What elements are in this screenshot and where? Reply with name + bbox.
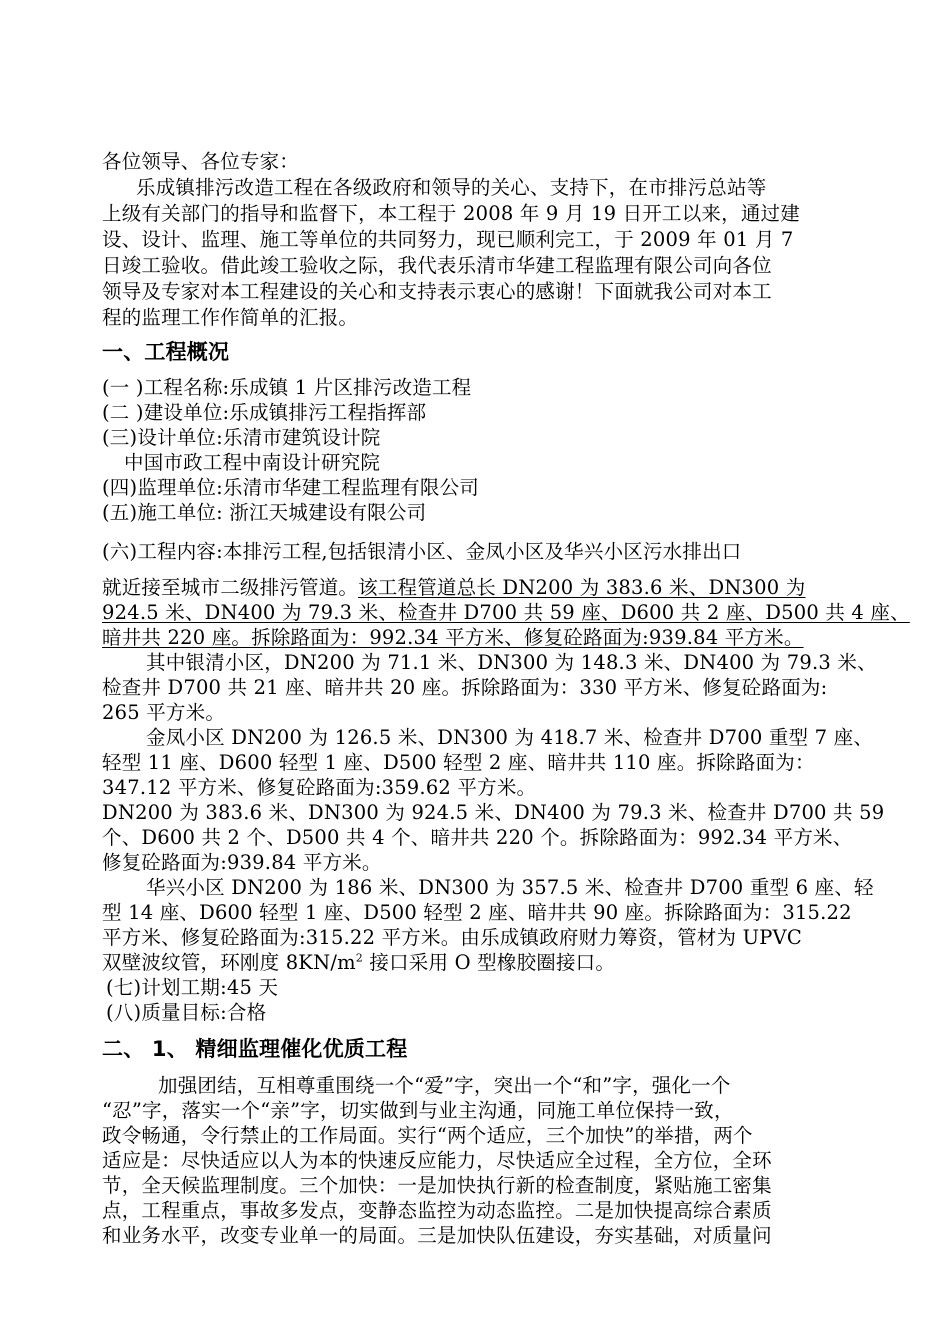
jinfeng-paragraph: 347.12 平方米、修复砼路面为:359.62 平方米。 <box>102 776 537 799</box>
project-content: (六)工程内容:本排污工程,包括银清小区、金凤小区及华兴小区污水排出口 <box>102 540 742 563</box>
supervision-paragraph: “忍”字，落实一个“亲”字，切实做到与业主沟通，同施工单位保持一致， <box>102 1099 734 1122</box>
project-content-underlined: 924.5 米、DN400 为 79.3 米、检查井 D700 共 59 座、D600 共 2 座、D500 共 4 座、 <box>102 601 910 624</box>
greeting: 各位领导、各位专家： <box>102 150 300 173</box>
supervision-paragraph: 点，工程重点，事故多发点，变静态监控为动态监控。二是加快提高综合素质 <box>102 1199 772 1222</box>
pipe-spec: 双壁波纹管，环刚度 8KN/m <box>102 951 356 974</box>
overview-item: (四)监理单位:乐清市华建工程监理有限公司 <box>102 476 479 499</box>
intro-line: 领导及专家对本工程建设的关心和支持表示衷心的感谢！下面就我公司对本工 <box>102 280 772 303</box>
supervision-paragraph: 和业务水平，改变专业单一的局面。三是加快队伍建设，夯实基础，对质量问 <box>102 1224 772 1247</box>
overview-item: (三)设计单位:乐清市建筑设计院 <box>102 426 381 449</box>
yinqing-paragraph: 检查井 D700 共 21 座、暗井共 20 座。拆除路面为：330 平方米、修复砼路面为: <box>102 676 828 699</box>
project-content-plain: 就近接至城市二级排污管道。 <box>102 576 359 599</box>
intro-line: 乐成镇排污改造工程在各级政府和领导的关心、支持下，在市排污总站等 <box>136 176 767 199</box>
total-paragraph: 修复砼路面为:939.84 平方米。 <box>102 851 382 874</box>
unit-superscript: 2 <box>355 951 363 965</box>
intro-line: 日竣工验收。借此竣工验收之际，我代表乐清市华建工程监理有限公司向各位 <box>102 254 772 277</box>
jinfeng-paragraph: 轻型 11 座、D600 轻型 1 座、D500 轻型 2 座、暗井共 110 座。拆除路面为： <box>102 751 815 774</box>
planned-period: (七)计划工期:45 天 <box>106 976 279 999</box>
joint-spec: 接口采用 O 型橡胶圈接口。 <box>363 951 616 974</box>
project-content-underlined: 该工程管道总长 DN200 为 383.6 米、DN300 为 <box>358 576 806 599</box>
overview-item: (五)施工单位: 浙江天城建设有限公司 <box>102 501 427 524</box>
intro-line: 程的监理工作作简单的汇报。 <box>102 306 359 329</box>
total-paragraph: 个、D600 共 2 个、D500 共 4 个、暗井共 220 个。拆除路面为：992.34 平方米、 <box>102 826 853 849</box>
supervision-paragraph: 节，全天候监理制度。三个加快：一是加快执行新的检查制度，紧贴施工密集 <box>102 1174 772 1197</box>
jinfeng-paragraph: 金凤小区 DN200 为 126.5 米、DN300 为 418.7 米、检查井 D700 重型 7 座、 <box>146 726 874 749</box>
intro-line: 设、设计、监理、施工等单位的共同努力，现已顺利完工，于 2009 年 01 月 7 <box>102 228 794 251</box>
quality-target: (八)质量目标:合格 <box>106 1001 267 1024</box>
huaxing-paragraph: 平方米、修复砼路面为:315.22 平方米。由乐成镇政府财力筹资，管材为 UPVC <box>102 926 802 949</box>
yinqing-paragraph: 265 平方米。 <box>102 701 226 724</box>
section-heading-overview: 一、工程概况 <box>102 340 230 364</box>
overview-item: (一 )工程名称:乐成镇 1 片区排污改造工程 <box>102 376 472 399</box>
huaxing-paragraph <box>102 951 615 975</box>
yinqing-paragraph: 其中银清小区，DN200 为 71.1 米、DN300 为 148.3 米、DN400 为 79.3 米、 <box>146 651 877 674</box>
supervision-paragraph: 加强团结，互相尊重围绕一个“爱”字，突出一个“和”字，强化一个 <box>158 1074 731 1097</box>
project-content <box>102 576 805 600</box>
intro-line: 上级有关部门的指导和监督下，本工程于 2008 年 9 月 19 日开工以来，通过建 <box>102 202 800 225</box>
huaxing-paragraph: 型 14 座、D600 轻型 1 座、D500 轻型 2 座、暗井共 90 座。拆除路面为：315.22 <box>102 901 852 924</box>
project-content-underlined: 暗井共 220 座。拆除路面为：992.34 平方米、修复砼路面为:939.84 平方米。 <box>102 626 804 649</box>
overview-item: (二 )建设单位:乐成镇排污工程指挥部 <box>102 401 427 424</box>
overview-item: 中国市政工程中南设计研究院 <box>124 451 381 474</box>
huaxing-paragraph: 华兴小区 DN200 为 186 米、DN300 为 357.5 米、检查井 D700 重型 6 座、轻 <box>146 876 874 899</box>
supervision-paragraph: 适应是：尽快适应以人为本的快速反应能力，尽快适应全过程，全方位，全环 <box>102 1149 772 1172</box>
total-paragraph: DN200 为 383.6 米、DN300 为 924.5 米、DN400 为 79.3 米、检查井 D700 共 59 <box>102 801 885 824</box>
section-heading-supervision: 二、 1、 精细监理催化优质工程 <box>102 1037 408 1061</box>
supervision-paragraph: 政令畅通，令行禁止的工作局面。实行“两个适应，三个加快”的举措，两个 <box>102 1124 753 1147</box>
